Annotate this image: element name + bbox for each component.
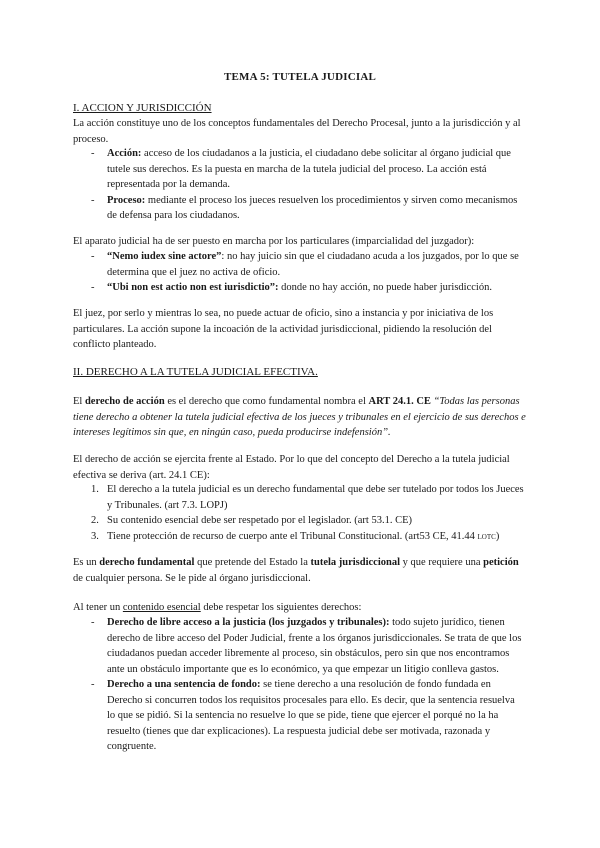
- section-1-paragraph-3: El juez, por serlo y mientras lo sea, no puede actuar de oficio, sino a instancia y por iniciativa de los particulares. La acción supone la incoación de la actividad jurisdiccional, pidiendo la resolución del conflicto planteado.: [73, 308, 494, 350]
- section-2-rights-list: [91, 615, 525, 755]
- list-item: - Acción: acceso de los ciudadanos a la justicia, el ciudadano debe solicitar al órgano judicial que tutele sus derechos. Es la puesta en marcha de la tutela judicial del proceso. La acción está representada por la demanda.: [91, 146, 525, 193]
- list-item: - “Nemo iudex sine actore”: no hay juicio sin que el ciudadano acuda a los juzgados, por lo que se determina que el juez no activa de oficio.: [91, 249, 525, 280]
- document-title: TEMA 5: TUTELA JUDICIAL: [223, 71, 376, 83]
- list-item: 1. El derecho a la tutela judicial es un derecho fundamental que debe ser tutelado por todos los Jueces y Tribunales. (art 7.3. LOPJ): [91, 484, 524, 511]
- list-item: - Derecho a una sentencia de fondo: se tiene derecho a una resolución de fondo fundada en Derecho si concurren todos los requisitos procesales para ello. Es decir, que la sentencia resuelva lo que se pidió. Si la sentencia no resuelve lo que se pide, tiene que ejercer el porqué no la ha resuelto (tienes que dar explicaciones). La respuesta judicial debe ser motivada, razonada y congruente.: [91, 677, 525, 755]
- section-1-definitions: [91, 146, 525, 224]
- section-2-paragraph-1: El derecho de acción es el derecho que como fundamental nombra el ART 24.1. CE “Todas las personas tiene derecho a obtener la tutela judicial efectiva de los jueces y tribunales en el ejercicio de sus derechos e intereses legítimos sin que, en ningún caso, pueda producirse indefensión”.: [73, 396, 526, 438]
- list-item: - Proceso: mediante el proceso los jueces resuelven los procedimientos y sirven como mecanismos de defensa para los ciudadanos.: [91, 193, 525, 224]
- list-item: 2. Su contenido esencial debe ser respetado por el legislador. (art 53.1. CE): [91, 515, 412, 526]
- section-2-paragraph-2: El derecho de acción se ejercita frente al Estado. Por lo que del concepto del Derecho a la tutela judicial efectiva se deriva (art. 24.1 CE):: [73, 454, 510, 481]
- section-1-heading: I. ACCION Y JURISDICCIÓN: [73, 102, 212, 114]
- section-2-paragraph-3: Es un derecho fundamental que pretende del Estado la tutela jurisdiccional y que requiere una petición de cualquier persona. Se le pide al órgano jurisdiccional.: [73, 557, 519, 584]
- section-1-principles: [91, 249, 525, 296]
- section-1-intro: La acción constituye uno de los conceptos fundamentales del Derecho Procesal, junto a la jurisdicción y al proceso.: [73, 118, 521, 145]
- section-2-heading: II. DERECHO A LA TUTELA JUDICIAL EFECTIVA.: [73, 366, 318, 378]
- list-item: - Derecho de libre acceso a la justicia (los juzgados y tribunales): todo sujeto jurídico, tienen derecho de libre acceso del Poder Judicial, frente a los órganos jurisdiccionales. Se trata de que los ciudadanos puedan acceder libremente al proceso, sin obstáculos, pero sin que nos encontramos ante un obstáculo importante que es lo económico, ya que empezar un litigio conlleva gastos.: [91, 615, 525, 677]
- section-2-numbered-list: [91, 482, 525, 545]
- section-1-paragraph-2: El aparato judicial ha de ser puesto en marcha por los particulares (imparcialidad del juzgador):: [73, 236, 475, 247]
- section-2-paragraph-4: Al tener un contenido esencial debe respetar los siguientes derechos:: [73, 602, 362, 613]
- list-item: 3. Tiene protección de recurso de cuerpo ante el Tribunal Constitucional. (art53 CE, 41.44 LOTC): [91, 530, 500, 542]
- list-item: - “Ubi non est actio non est iurisdictio”: donde no hay acción, no puede haber jurisdicción.: [91, 280, 525, 296]
